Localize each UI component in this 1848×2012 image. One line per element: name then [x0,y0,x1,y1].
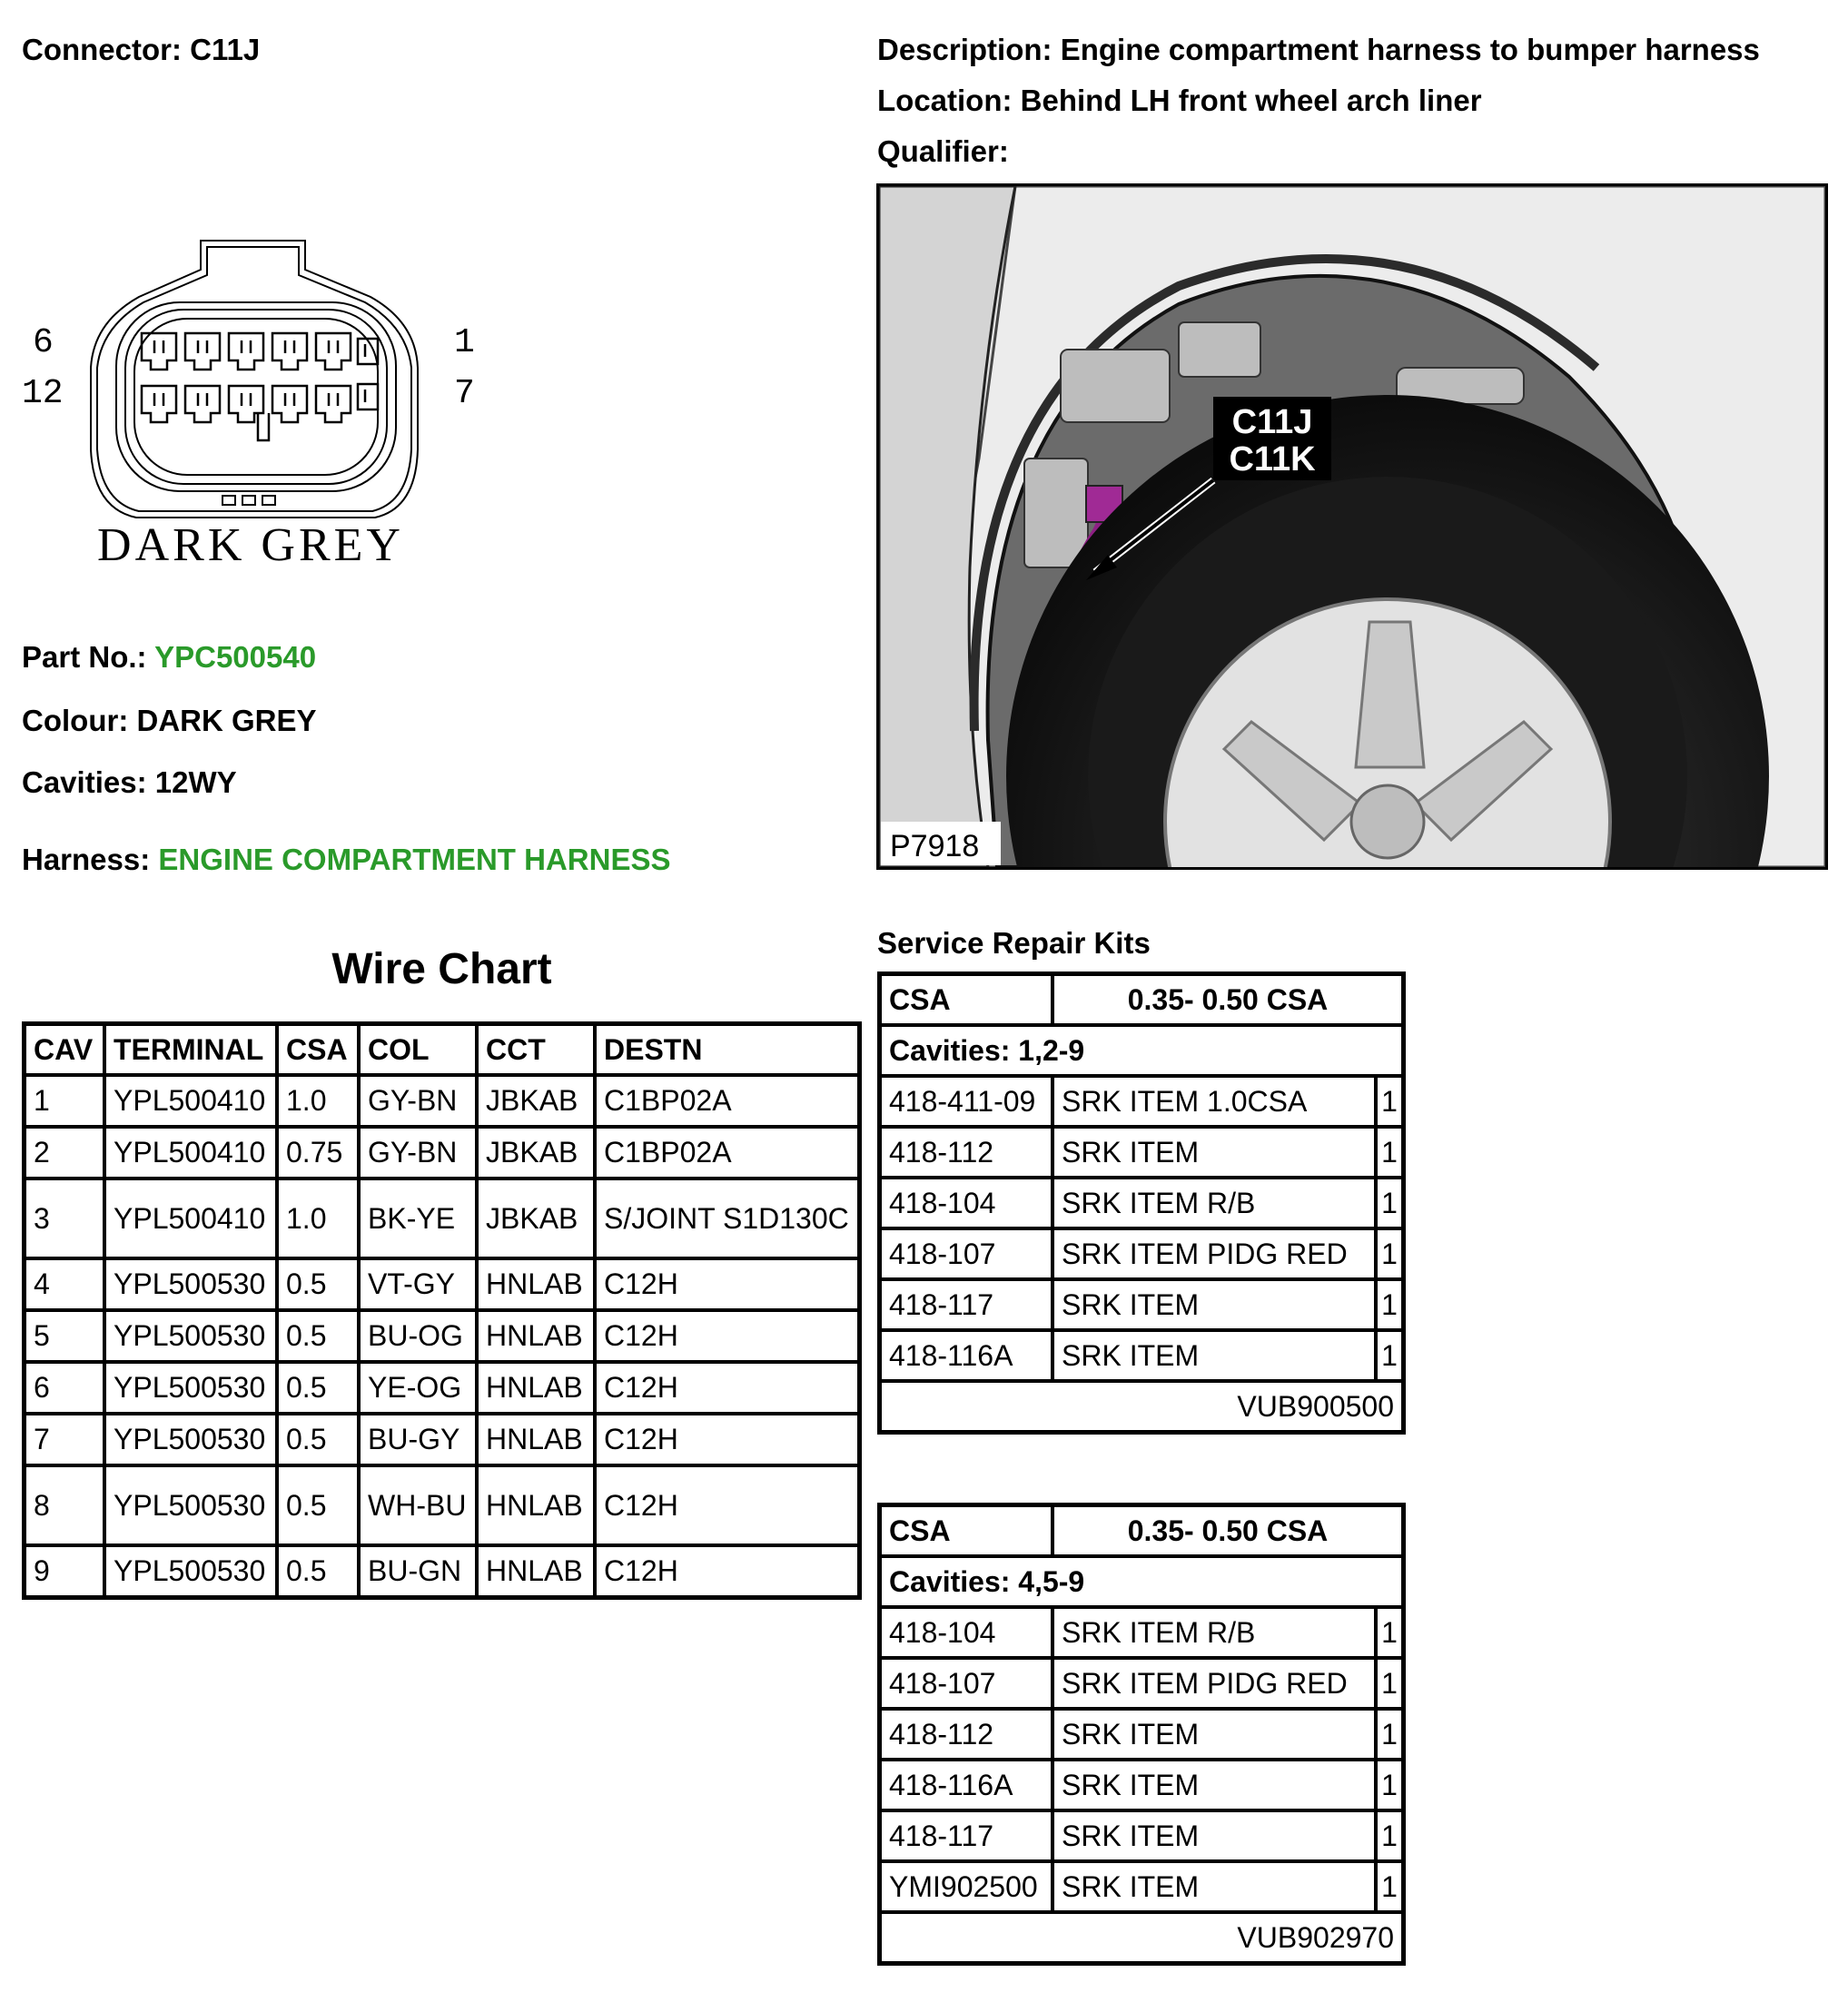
location [877,84,1482,118]
kit-item-part: 418-116A [880,1760,1053,1810]
destination-cell: C12H [595,1465,860,1545]
circuit-cell: JBKAB [477,1075,595,1127]
kit-item-qty: 1 [1376,1279,1404,1330]
connector-face-diagram [16,232,489,577]
kit-csa-value: 0.35- 0.50 CSA [1052,974,1404,1026]
cav-cell: 9 [25,1545,105,1598]
wheel-arch-drawing [879,186,1825,867]
kit-item-qty: 1 [1376,1658,1404,1709]
wire-row [25,1465,860,1545]
destination-cell: C12H [595,1310,860,1362]
kit-item-row [880,1658,1404,1709]
kit-item-qty: 1 [1376,1330,1404,1381]
qualifier [877,134,1009,169]
pin-label-7: 7 [454,374,475,413]
connector-label: Connector: [22,33,182,66]
kit-item-row [880,1279,1404,1330]
colour-cell: BU-GN [359,1545,477,1598]
colour-cell: GY-BN [359,1127,477,1179]
csa-cell: 0.75 [277,1127,359,1179]
col-header-csa: CSA [277,1024,359,1076]
kit-item-desc: SRK ITEM [1052,1127,1376,1178]
destination-cell: C1BP02A [595,1075,860,1127]
terminal-cell: YPL500530 [104,1465,277,1545]
kit-cavities: Cavities: 1,2-9 [880,1025,1404,1076]
kit-item-qty: 1 [1376,1178,1404,1228]
wire-row [25,1545,860,1598]
circuit-cell: JBKAB [477,1179,595,1258]
circuit-cell: HNLAB [477,1465,595,1545]
kit-item-desc: SRK ITEM [1052,1861,1376,1912]
destination-cell: S/JOINT S1D130C [595,1179,860,1258]
kit-item-qty: 1 [1376,1760,1404,1810]
colour-cell: BU-OG [359,1310,477,1362]
kit-cavities-row [880,1025,1404,1076]
kit-item-qty: 1 [1376,1228,1404,1279]
cavities-value: 12WY [154,765,237,799]
kit-item-row [880,1810,1404,1861]
kit-item-qty: 1 [1376,1861,1404,1912]
csa-cell: 0.5 [277,1545,359,1598]
pin-label-1: 1 [454,323,475,362]
kit-item-part: 418-107 [880,1228,1053,1279]
kit-item-row [880,1607,1404,1658]
kit-item-part: 418-112 [880,1709,1053,1760]
wire-row [25,1362,860,1414]
kit-csa-label: CSA [880,974,1053,1026]
kit-item-part: 418-112 [880,1127,1053,1178]
pin-label-6: 6 [33,323,54,362]
kit-item-row [880,1330,1404,1381]
kit-item-desc: SRK ITEM [1052,1760,1376,1810]
colour [22,704,317,738]
kit-cavities: Cavities: 4,5-9 [880,1556,1404,1607]
cav-cell: 4 [25,1258,105,1310]
terminal-cell: YPL500530 [104,1258,277,1310]
connector-colour-caption: DARK GREY [97,519,404,571]
destination-cell: C12H [595,1362,860,1414]
part-number [22,640,316,675]
wire-row [25,1127,860,1179]
kit-csa-label: CSA [880,1505,1053,1557]
colour-cell: BK-YE [359,1179,477,1258]
terminal-cell: YPL500530 [104,1362,277,1414]
wire-chart-title: Wire Chart [331,945,552,993]
kit-reference: VUB900500 [880,1381,1404,1433]
terminal-cell: YPL500410 [104,1127,277,1179]
cav-cell: 8 [25,1465,105,1545]
circuit-cell: JBKAB [477,1127,595,1179]
colour-cell: VT-GY [359,1258,477,1310]
circuit-cell: HNLAB [477,1414,595,1465]
destination-cell: C12H [595,1258,860,1310]
qualifier-label: Qualifier: [877,134,1009,168]
colour-cell: WH-BU [359,1465,477,1545]
kit-item-desc: SRK ITEM [1052,1709,1376,1760]
kit-item-desc: SRK ITEM PIDG RED [1052,1658,1376,1709]
harness-label: Harness: [22,843,151,876]
description-label: Description: [877,33,1052,66]
wire-row [25,1310,860,1362]
circuit-cell: HNLAB [477,1310,595,1362]
kit-item-row [880,1178,1404,1228]
kit-csa-value: 0.35- 0.50 CSA [1052,1505,1404,1557]
destination-cell: C12H [595,1545,860,1598]
wire-row [25,1414,860,1465]
kit-item-row [880,1076,1404,1127]
description-value: Engine compartment harness to bumper harness [1060,33,1760,66]
csa-cell: 1.0 [277,1075,359,1127]
location-value: Behind LH front wheel arch liner [1020,84,1482,117]
csa-cell: 1.0 [277,1179,359,1258]
callout-line-1: C11J [1231,403,1313,441]
cav-cell: 7 [25,1414,105,1465]
csa-cell: 0.5 [277,1310,359,1362]
part-number-label: Part No.: [22,640,147,674]
cavities-label: Cavities: [22,765,147,799]
part-number-link[interactable]: YPC500540 [154,640,317,674]
circuit-cell: HNLAB [477,1545,595,1598]
destination-cell: C1BP02A [595,1127,860,1179]
connector-value: C11J [190,33,261,66]
service-repair-kits-title: Service Repair Kits [877,926,1151,960]
colour-label: Colour: [22,704,129,737]
connector-id [22,33,260,67]
terminal-cell: YPL500530 [104,1545,277,1598]
terminal-cell: YPL500530 [104,1310,277,1362]
csa-cell: 0.5 [277,1465,359,1545]
kit-item-row [880,1861,1404,1912]
terminal-cell: YPL500410 [104,1075,277,1127]
kit-item-desc: SRK ITEM [1052,1330,1376,1381]
cav-cell: 5 [25,1310,105,1362]
cav-cell: 6 [25,1362,105,1414]
harness-link[interactable]: ENGINE COMPARTMENT HARNESS [158,843,671,876]
csa-cell: 0.5 [277,1258,359,1310]
repair-kit-table [877,971,1406,1435]
kit-item-qty: 1 [1376,1607,1404,1658]
kit-item-row [880,1228,1404,1279]
wire-row [25,1179,860,1258]
kit-item-desc: SRK ITEM PIDG RED [1052,1228,1376,1279]
kit-item-desc: SRK ITEM R/B [1052,1607,1376,1658]
kit-item-qty: 1 [1376,1810,1404,1861]
colour-cell: YE-OG [359,1362,477,1414]
circuit-cell: HNLAB [477,1258,595,1310]
kit-header-row [880,1505,1404,1557]
col-header-col: COL [359,1024,477,1076]
col-header-cct: CCT [477,1024,595,1076]
col-header-terminal: TERMINAL [104,1024,277,1076]
col-header-cav: CAV [25,1024,105,1076]
kit-item-row [880,1127,1404,1178]
kit-header-row [880,974,1404,1026]
connector-location-illustration [876,183,1828,870]
wire-row [25,1258,860,1310]
figure-code: P7918 [890,829,980,863]
wire-chart-table [22,1021,862,1600]
cav-cell: 1 [25,1075,105,1127]
col-header-destn: DESTN [595,1024,860,1076]
kit-item-qty: 1 [1376,1127,1404,1178]
colour-cell: BU-GY [359,1414,477,1465]
kit-item-part: YMI902500 [880,1861,1053,1912]
kit-item-desc: SRK ITEM 1.0CSA [1052,1076,1376,1127]
location-label: Location: [877,84,1013,117]
kit-ref-row [880,1912,1404,1964]
pin-label-12: 12 [22,374,64,413]
terminal-cell: YPL500530 [104,1414,277,1465]
kit-item-desc: SRK ITEM [1052,1279,1376,1330]
colour-value: DARK GREY [136,704,317,737]
kit-reference: VUB902970 [880,1912,1404,1964]
destination-cell: C12H [595,1414,860,1465]
description [877,33,1760,67]
circuit-cell: HNLAB [477,1362,595,1414]
callout-line-2: C11K [1229,440,1316,478]
kit-item-part: 418-411-09 [880,1076,1053,1127]
kit-item-row [880,1760,1404,1810]
kit-item-row [880,1709,1404,1760]
terminal-cell: YPL500410 [104,1179,277,1258]
kit-item-part: 418-107 [880,1658,1053,1709]
csa-cell: 0.5 [277,1414,359,1465]
kit-item-part: 418-117 [880,1279,1053,1330]
kit-item-part: 418-116A [880,1330,1053,1381]
cavities [22,765,237,800]
kit-item-part: 418-104 [880,1178,1053,1228]
colour-cell: GY-BN [359,1075,477,1127]
kit-item-qty: 1 [1376,1076,1404,1127]
harness [22,843,670,877]
wire-chart-header-row [25,1024,860,1076]
kit-item-part: 418-117 [880,1810,1053,1861]
wire-row [25,1075,860,1127]
csa-cell: 0.5 [277,1362,359,1414]
cav-cell: 2 [25,1127,105,1179]
repair-kit-table [877,1503,1406,1966]
kit-ref-row [880,1381,1404,1433]
cav-cell: 3 [25,1179,105,1258]
kit-cavities-row [880,1556,1404,1607]
kit-item-qty: 1 [1376,1709,1404,1760]
kit-item-part: 418-104 [880,1607,1053,1658]
kit-item-desc: SRK ITEM [1052,1810,1376,1861]
kit-item-desc: SRK ITEM R/B [1052,1178,1376,1228]
